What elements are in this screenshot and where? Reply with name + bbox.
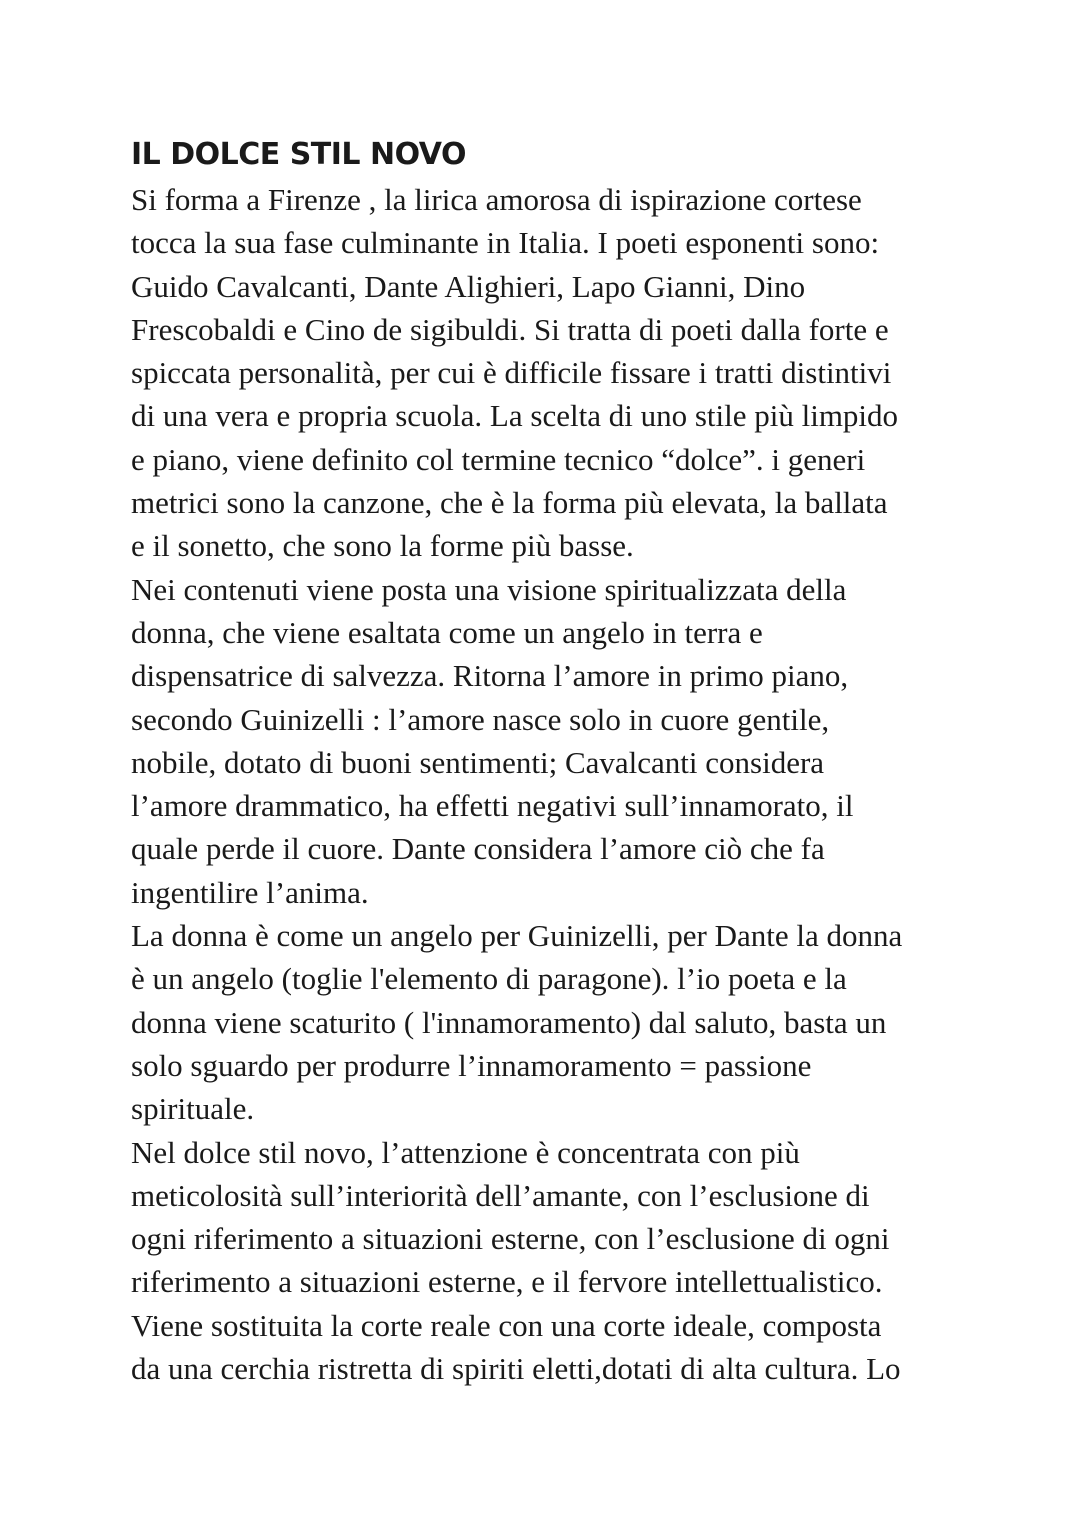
text-line: Nei contenuti viene posta una visione spiritualizzata della [131, 571, 847, 607]
text-line: dispensatrice di salvezza. Ritorna l’amore in primo piano, [131, 658, 849, 694]
document-body [131, 178, 971, 1390]
text-line: La donna è come un angelo per Guinizelli, per Dante la donna [131, 918, 903, 954]
text-line: donna, che viene esaltata come un angelo in terra e [131, 614, 763, 650]
document-title: IL DOLCE STIL NOVO [131, 137, 466, 172]
text-line: solo sguardo per produrre l’innamoramento = passione [131, 1047, 812, 1083]
text-line: meticolosità sull’interiorità dell’amante, con l’esclusione di [131, 1177, 870, 1213]
text-line: è un angelo (toglie l'elemento di paragone). l’io poeta e la [131, 961, 847, 997]
text-line: Viene sostituita la corte reale con una corte ideale, composta [131, 1307, 882, 1343]
text-line: l’amore drammatico, ha effetti negativi sull’innamorato, il [131, 788, 854, 824]
text-line: metrici sono la canzone, che è la forma più elevata, la ballata [131, 485, 888, 521]
text-line: e piano, viene definito col termine tecnico “dolce”. i generi [131, 441, 866, 477]
text-line: spiccata personalità, per cui è difficile fissare i tratti distintivi [131, 355, 892, 391]
text-line: Guido Cavalcanti, Dante Alighieri, Lapo Gianni, Dino [131, 268, 806, 304]
text-line: ogni riferimento a situazioni esterne, con l’esclusione di ogni [131, 1221, 890, 1257]
text-line: tocca la sua fase culminante in Italia. I poeti esponenti sono: [131, 225, 880, 261]
text-line: spirituale. [131, 1091, 255, 1127]
text-line: Frescobaldi e Cino de sigibuldi. Si tratta di poeti dalla forte e [131, 311, 889, 347]
text-line: secondo Guinizelli : l’amore nasce solo in cuore gentile, [131, 701, 830, 737]
text-line: di una vera e propria scuola. La scelta di uno stile più limpido [131, 398, 899, 434]
text-line: donna viene scaturito ( l'innamoramento) dal saluto, basta un [131, 1004, 887, 1040]
text-line: Nel dolce stil novo, l’attenzione è concentrata con più [131, 1134, 800, 1170]
text-line: e il sonetto, che sono la forme più basse. [131, 528, 634, 564]
text-line: quale perde il cuore. Dante considera l’amore ciò che fa [131, 831, 825, 867]
text-line: riferimento a situazioni esterne, e il fervore intellettualistico. [131, 1264, 883, 1300]
text-line: Si forma a Firenze , la lirica amorosa di ispirazione cortese [131, 182, 862, 217]
text-line: nobile, dotato di buoni sentimenti; Cavalcanti considera [131, 744, 825, 780]
text-line: ingentilire l’anima. [131, 874, 369, 910]
text-line: da una cerchia ristretta di spiriti eletti,dotati di alta cultura. Lo [131, 1351, 901, 1387]
